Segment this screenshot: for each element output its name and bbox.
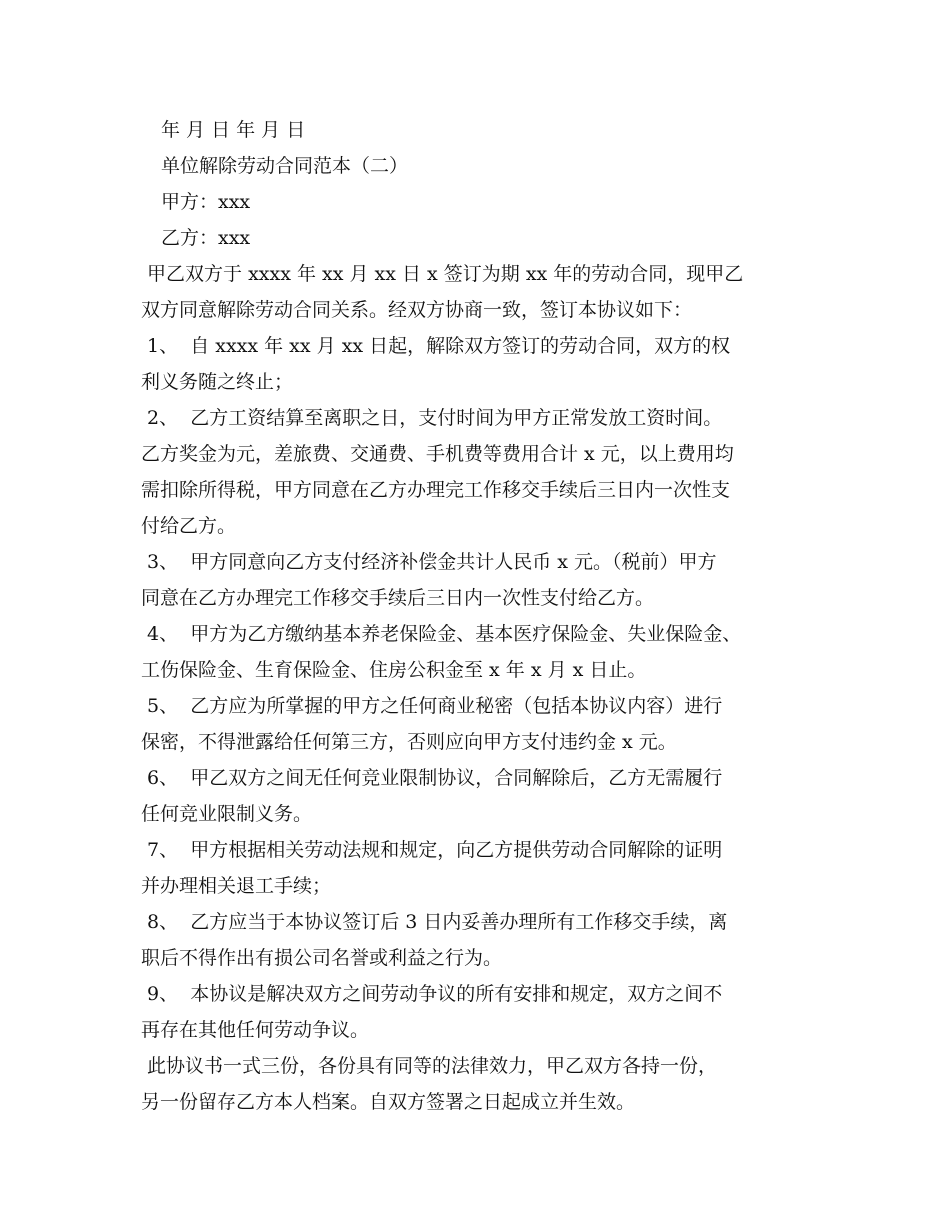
- paragraph-line: 任何竞业限制义务。: [141, 803, 313, 825]
- date-line: 年 月 日 年 月 日: [161, 119, 306, 141]
- clause-8: [141, 904, 821, 976]
- party-b-line: 乙方：xxx: [161, 227, 251, 249]
- paragraph-line: 此协议书一式三份，各份具有同等的法律效力，甲乙双方各持一份，: [141, 1055, 718, 1077]
- paragraph-line: 7、 甲方根据相关劳动法规和规定，向乙方提供劳动合同解除的证明: [141, 839, 723, 861]
- document-body: [141, 112, 821, 1120]
- paragraph-line: 3、 甲方同意向乙方支付经济补偿金共计人民币 x 元。（税前）甲方: [141, 551, 717, 573]
- paragraph-line: 保密，不得泄露给任何第三方，否则应向甲方支付违约金 x 元。: [141, 731, 677, 753]
- paragraph-line: 利义务随之终止；: [141, 371, 294, 393]
- party-a-line: 甲方：xxx: [161, 191, 251, 213]
- paragraph-line: 9、 本协议是解决双方之间劳动争议的所有安排和规定，双方之间不: [141, 983, 723, 1005]
- paragraph-line: 职后不得作出有损公司名誉或利益之行为。: [141, 947, 503, 969]
- paragraph-line: 2、 乙方工资结算至离职之日，支付时间为甲方正常发放工资时间。: [141, 407, 723, 429]
- paragraph-line: 工伤保险金、生育保险金、住房公积金至 x 年 x 月 x 日止。: [141, 659, 647, 681]
- document-title: 单位解除劳动合同范本（二）: [161, 155, 409, 177]
- paragraph-line: 付给乙方。: [141, 515, 237, 537]
- paragraph-line: 甲乙双方于 xxxx 年 xx 月 xx 日 x 签订为期 xx 年的劳动合同，现甲乙: [141, 263, 744, 285]
- paragraph-line: 需扣除所得税，甲方同意在乙方办理完工作移交手续后三日内一次性支: [141, 479, 731, 501]
- paragraph-intro: [141, 256, 821, 328]
- clause-4: [141, 616, 821, 688]
- clause-7: [141, 832, 821, 904]
- paragraph-line: 另一份留存乙方本人档案。自双方签署之日起成立并生效。: [141, 1091, 636, 1113]
- paragraph-line: 再存在其他任何劳动争议。: [141, 1019, 370, 1041]
- clause-6: [141, 760, 821, 832]
- paragraph-line: 8、 乙方应当于本协议签订后 3 日内妥善办理所有工作移交手续，离: [141, 911, 728, 933]
- paragraph-line: 1、 自 xxxx 年 xx 月 xx 日起，解除双方签订的劳动合同，双方的权: [141, 335, 731, 357]
- closing-paragraph: [141, 1048, 821, 1120]
- paragraph-line: 同意在乙方办理完工作移交手续后三日内一次性支付给乙方。: [141, 587, 655, 609]
- clause-5: [141, 688, 821, 760]
- paragraph-line: 并办理相关退工手续；: [141, 875, 332, 897]
- clause-1: [141, 328, 821, 400]
- paragraph-line: 5、 乙方应为所掌握的甲方之任何商业秘密（包括本协议内容）进行: [141, 695, 723, 717]
- paragraph-line: 双方同意解除劳动合同关系。经双方协商一致，签订本协议如下：: [141, 299, 693, 321]
- paragraph-line: 6、 甲乙双方之间无任何竞业限制协议，合同解除后，乙方无需履行: [141, 767, 723, 789]
- clause-9: [141, 976, 821, 1048]
- clause-3: [141, 544, 821, 616]
- clause-2: [141, 400, 821, 544]
- paragraph-line: 4、 甲方为乙方缴纳基本养老保险金、基本医疗保险金、失业保险金、: [141, 623, 742, 645]
- paragraph-line: 乙方奖金为元，差旅费、交通费、手机费等费用合计 x 元，以上费用均: [141, 443, 734, 465]
